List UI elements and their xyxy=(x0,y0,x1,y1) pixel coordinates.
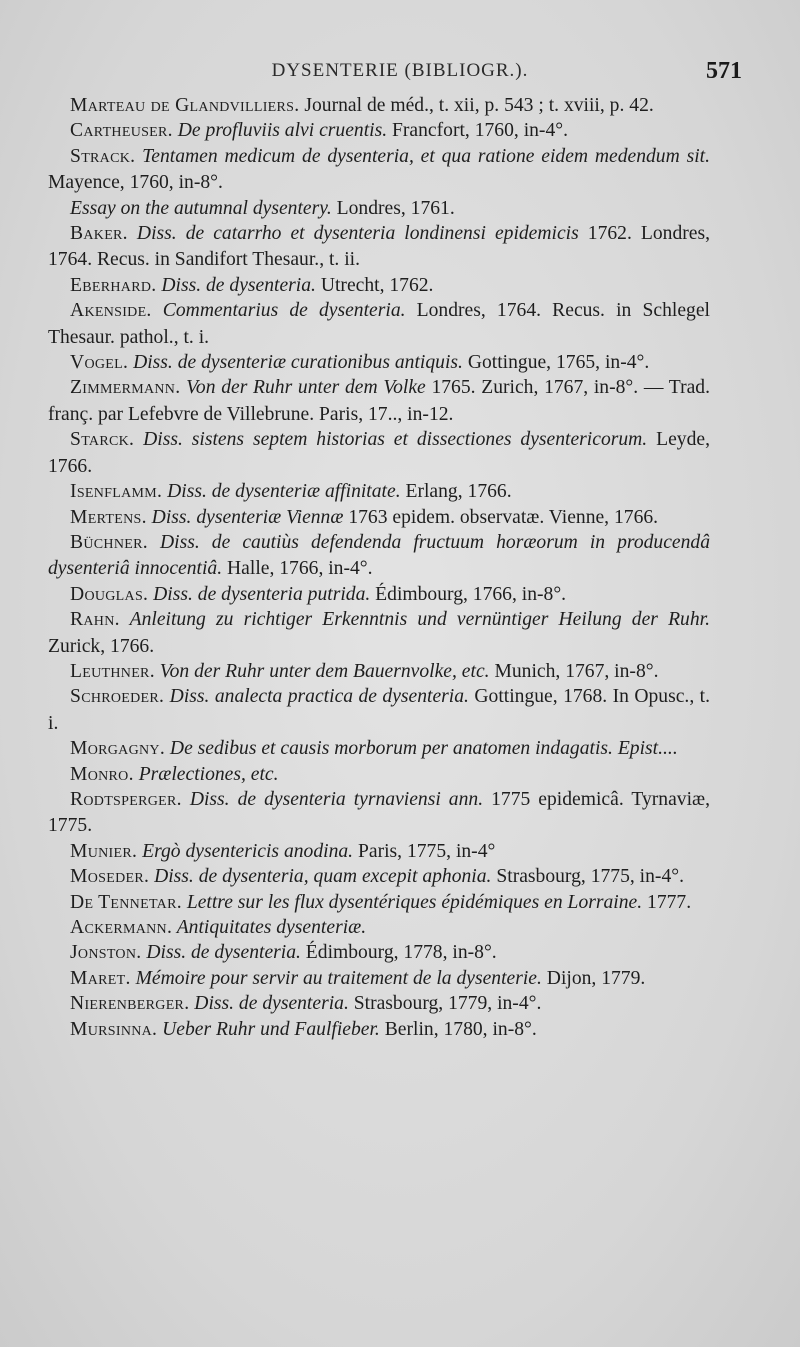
entry-author: Jonston. xyxy=(70,942,142,964)
entry-details: Londres, 1764. Recus. in Schlegel Thesaur. pathol., t. i. xyxy=(48,300,710,348)
bibliography-entry xyxy=(48,762,710,788)
entry-details: Gottingue, 1765, in-4°. xyxy=(462,352,650,374)
entry-title: Anleitung zu richtiger Erkenntnis und vernüntiger Heilung der Ruhr. xyxy=(119,609,710,631)
bibliography-entry xyxy=(48,375,710,428)
entry-title: Diss. analecta practica de dysenteria. xyxy=(164,686,469,708)
bibliography-entry xyxy=(48,93,710,119)
entry-details: Strasbourg, 1775, in-4°. xyxy=(491,866,684,888)
entry-author: Vogel. xyxy=(70,352,129,374)
entry-title: Diss. de dysenteria. xyxy=(156,274,316,296)
entry-author: Cartheuser. xyxy=(70,120,173,142)
bibliography-entry xyxy=(48,991,710,1017)
entry-author: Leuthner. xyxy=(70,660,155,682)
entry-details: Journal de méd., t. xii, p. 543 ; t. xviii, p. 42. xyxy=(299,95,654,116)
entry-title: Diss. de dysenteria putrida. xyxy=(148,583,371,605)
bibliography-entry xyxy=(48,196,710,222)
entry-title: Diss. de dysenteria, quam excepit aphonia. xyxy=(149,866,492,888)
page-header xyxy=(0,60,800,90)
entry-title: Mémoire pour servir au traitement de la dysenterie. xyxy=(130,967,542,989)
entry-details: Leyde, 1766. xyxy=(48,429,710,477)
bibliography-entry xyxy=(48,839,710,865)
bibliography-entry xyxy=(48,915,710,941)
entry-title: Diss. de dysenteria tyrnaviensi ann. xyxy=(181,788,484,810)
bibliography-entry xyxy=(48,221,710,274)
entry-author: Eberhard. xyxy=(70,274,157,296)
entry-author: Monro. xyxy=(70,763,134,785)
entry-details: Berlin, 1780, in-8°. xyxy=(379,1018,537,1040)
bibliography-entry xyxy=(48,273,710,299)
entry-details: Paris, 1775, in-4° xyxy=(353,840,496,862)
bibliography-entry xyxy=(48,966,710,992)
entry-details: Londres, 1761. xyxy=(331,197,455,219)
entry-title: De profluviis alvi cruentis. xyxy=(172,120,388,142)
entry-title: Diss. de dysenteria. xyxy=(189,993,349,1015)
entry-details: Mayence, 1760, in-8°. xyxy=(48,172,223,194)
entry-author: Mursinna. xyxy=(70,1018,158,1040)
bibliography-entry xyxy=(48,144,710,197)
entry-author: Mertens. xyxy=(70,506,147,528)
bibliography-entry xyxy=(48,659,710,685)
entry-details: Dijon, 1779. xyxy=(541,967,646,989)
bibliography-entry xyxy=(48,607,710,660)
entry-title: De sedibus et causis morborum per anatomen indagatis. Epist.... xyxy=(165,738,678,760)
bibliography-entry xyxy=(48,736,710,762)
entry-author: Ackermann. xyxy=(70,917,173,938)
entry-author: Isenflamm. xyxy=(70,481,163,503)
entry-details: Utrecht, 1762. xyxy=(315,274,434,296)
entry-title: Diss. de cautiùs defendenda fructuum horæorum in producendâ dysenteriâ innocentiâ. xyxy=(48,531,710,580)
entry-author: Zimmermann. xyxy=(70,377,181,399)
entry-title: Diss. de dysenteriæ affinitate. xyxy=(162,481,401,503)
entry-author: Maret. xyxy=(70,967,131,989)
entry-author: Strack. xyxy=(70,145,136,167)
entry-author: Rodtsperger. xyxy=(70,788,182,810)
entry-author: Rahn. xyxy=(70,609,120,631)
entry-title: Ergò dysentericis anodina. xyxy=(137,840,354,862)
entry-details: Gottingue, 1768. In Opusc., t. i. xyxy=(48,686,711,734)
entry-author: Douglas. xyxy=(70,583,149,605)
entry-title: Diss. sistens septem historias et dissectiones dysentericorum. xyxy=(134,429,648,451)
entry-details: 1777. xyxy=(642,891,692,913)
entry-details: Munich, 1767, in-8°. xyxy=(489,660,659,682)
bibliography-entry xyxy=(48,684,710,737)
entry-author: Moseder. xyxy=(70,866,150,888)
entry-author: Nierenberger. xyxy=(70,993,190,1015)
bibliography-entry xyxy=(48,298,710,351)
entry-details: 1775 epidemicâ. Tyrnaviæ, 1775. xyxy=(48,788,710,837)
entry-author: Starck. xyxy=(70,429,135,451)
entry-details: 1765. Zurich, 1767, in-8°. — Trad. franç. par Lefebvre de Villebrune. Paris, 17.., in-12. xyxy=(48,377,710,425)
bibliography-entry xyxy=(48,582,710,608)
entry-title: Prælectiones, etc. xyxy=(133,763,279,785)
entry-title: Tentamen medicum de dysenteria, et qua ratione eidem medendum sit. xyxy=(135,145,710,167)
bibliography-entry xyxy=(48,787,710,840)
entry-title: Commentarius de dysenteria. xyxy=(151,300,406,322)
entry-title: Essay on the autumnal dysentery. xyxy=(70,197,332,219)
bibliography-entry xyxy=(48,864,710,890)
entry-title: Diss. de catarrho et dysenteria londinensi epidemicis xyxy=(127,223,579,245)
bibliography-entry xyxy=(48,350,710,376)
entry-author: Akenside. xyxy=(70,300,152,322)
entry-details: Édimbourg, 1778, in-8°. xyxy=(300,942,497,964)
entry-title: Von der Ruhr unter dem Bauernvolke, etc. xyxy=(154,660,490,682)
bibliography-entry xyxy=(48,479,710,505)
bibliography-entry xyxy=(48,890,710,916)
bibliography-entry xyxy=(48,427,710,480)
bibliography-entry xyxy=(48,118,710,144)
entry-details: Francfort, 1760, in-4°. xyxy=(387,120,568,142)
entry-details: Strasbourg, 1779, in-4°. xyxy=(348,993,542,1015)
bibliography-entry xyxy=(48,940,710,966)
entry-author: Marteau de Glandvilliers. xyxy=(70,95,300,116)
entry-title: Diss. de dysenteriæ curationibus antiquis. xyxy=(128,352,463,374)
entry-details: Zurick, 1766. xyxy=(48,635,155,657)
entry-title: Diss. de dysenteria. xyxy=(141,942,301,964)
entry-title: Antiquitates dysenteriæ. xyxy=(172,917,367,938)
entry-title: Lettre sur les flux dysentériques épidémiques en Lorraine. xyxy=(181,891,643,913)
bibliography-entry xyxy=(48,1017,710,1043)
entry-title: Ueber Ruhr und Faulfieber. xyxy=(157,1018,380,1040)
entry-author: De Tennetar. xyxy=(70,891,182,913)
entry-details: 1763 epidem. observatæ. Vienne, 1766. xyxy=(343,506,659,528)
entry-author: Morgagny. xyxy=(70,738,166,760)
entry-title: Von der Ruhr unter dem Volke xyxy=(180,377,426,399)
bibliography-list xyxy=(48,93,710,1042)
entry-author: Schroeder. xyxy=(70,686,165,708)
running-title: DYSENTERIE (BIBLIOGR.). xyxy=(271,60,529,81)
entry-details: Halle, 1766, in-4°. xyxy=(222,558,373,580)
entry-details: Erlang, 1766. xyxy=(400,481,512,503)
entry-details: 1762. Londres, 1764. Recus. in Sandifort Thesaur., t. ii. xyxy=(48,223,710,271)
entry-author: Büchner. xyxy=(70,531,148,553)
entry-details: Édimbourg, 1766, in-8°. xyxy=(370,583,567,605)
entry-title: Diss. dysenteriæ Viennæ xyxy=(146,506,344,528)
bibliography-entry xyxy=(48,505,710,531)
entry-author: Munier. xyxy=(70,840,138,862)
entry-author: Baker. xyxy=(70,223,128,245)
bibliography-entry xyxy=(48,530,710,583)
page-number: 571 xyxy=(706,58,742,84)
